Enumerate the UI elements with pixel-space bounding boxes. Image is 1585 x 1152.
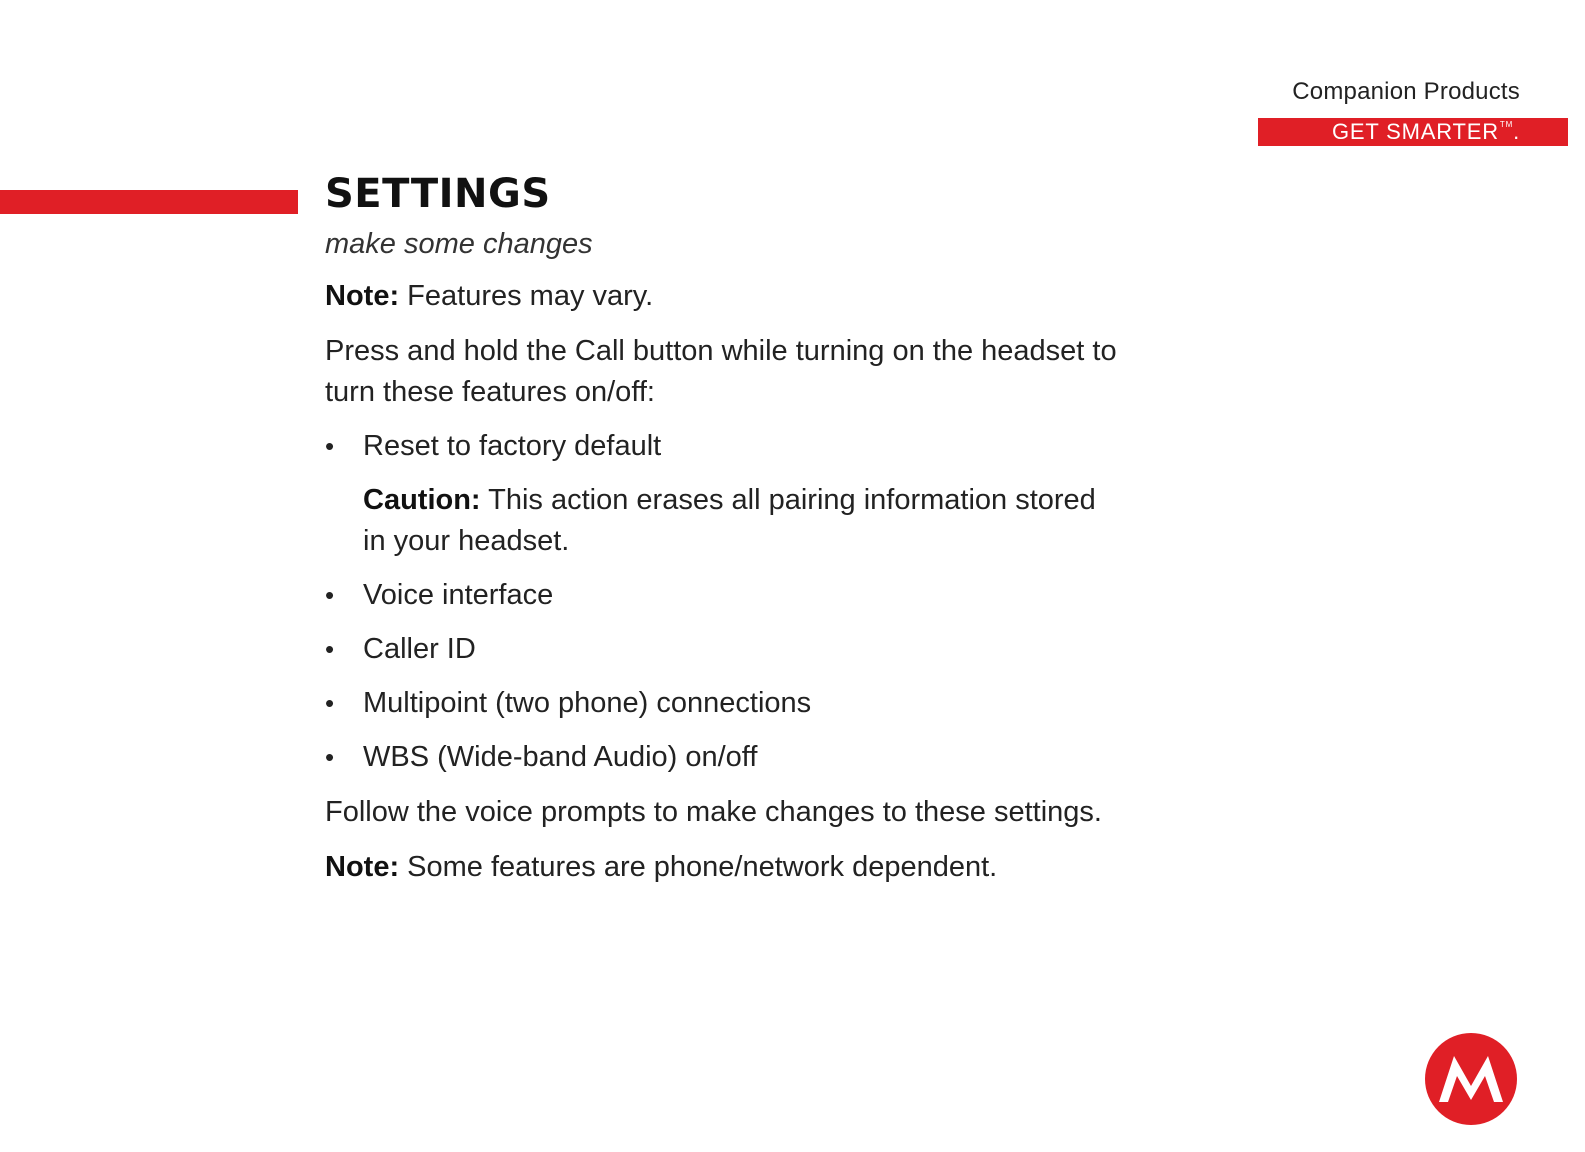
list-item: • Multipoint (two phone) connections (325, 683, 1125, 724)
motorola-logo-icon (1424, 1032, 1518, 1126)
caution-paragraph (363, 480, 1125, 562)
note-text: Features may vary. (399, 280, 654, 312)
intro-paragraph: Press and hold the Call button while turning on the headset to turn these features on/off: (325, 335, 1117, 408)
header-title: Companion Products (1292, 78, 1520, 105)
tagline-dot: . (1513, 119, 1520, 144)
tagline-banner (1258, 118, 1568, 146)
tagline-label: GET SMARTER (1332, 119, 1499, 144)
note-features-vary (325, 276, 1125, 317)
note-text: Some features are phone/network dependent. (399, 851, 998, 883)
trademark-mark: TM (1499, 120, 1514, 129)
note-network-dependent (325, 847, 1125, 888)
feature-list-continued (325, 575, 1125, 778)
note-label: Note: (325, 280, 400, 312)
content-column (325, 168, 1125, 888)
feature-list (325, 426, 1125, 467)
caution-text: This action erases all pairing information stored in your headset. (363, 484, 1096, 557)
page-title: SETTINGS (325, 171, 551, 217)
list-item: • WBS (Wide-band Audio) on/off (325, 737, 1125, 778)
list-item: • Voice interface (325, 575, 1125, 616)
page-subtitle: make some changes (325, 228, 593, 260)
list-item: • Reset to factory default (325, 426, 1125, 467)
caution-label: Caution: (363, 484, 481, 516)
list-item: • Caller ID (325, 629, 1125, 670)
note-label: Note: (325, 851, 400, 883)
follow-prompts-paragraph: Follow the voice prompts to make changes to these settings. (325, 796, 1102, 828)
section-accent-bar (0, 190, 298, 214)
tagline-text (1332, 119, 1520, 145)
